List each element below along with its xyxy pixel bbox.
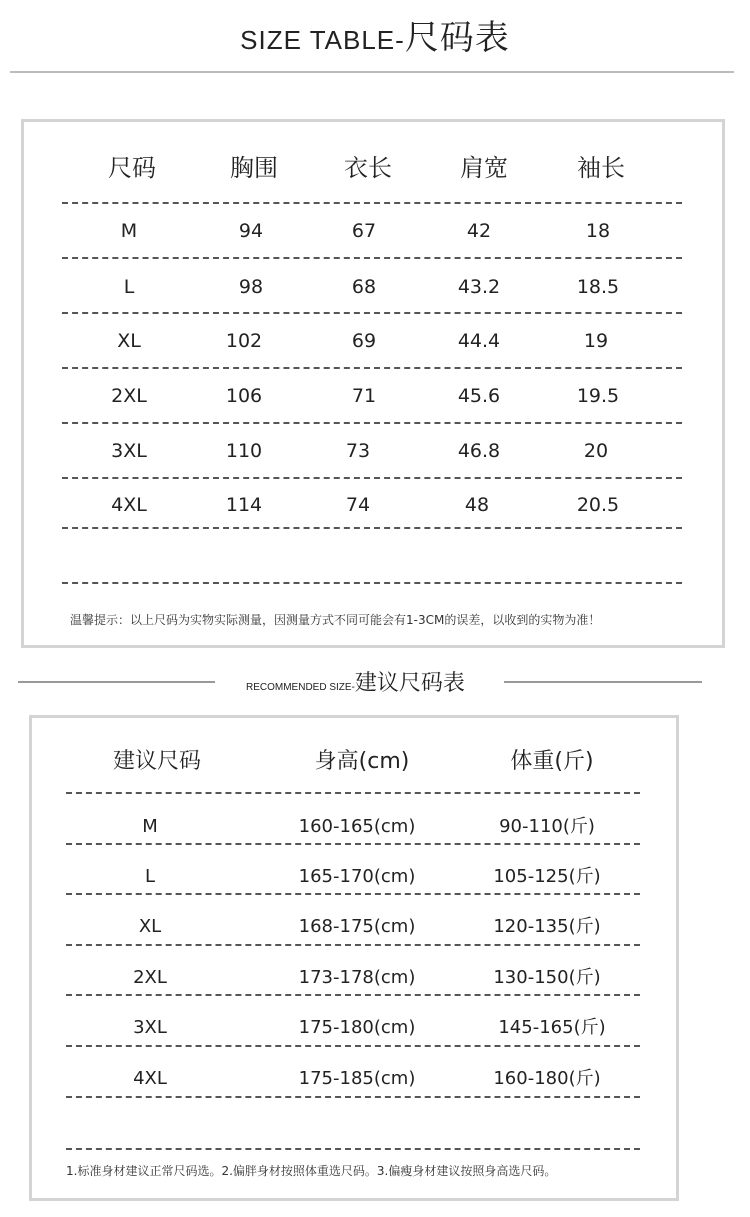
size-table-box — [21, 119, 725, 648]
cell-weight: 120-135(斤) — [493, 916, 601, 937]
cell-size: XL — [138, 916, 162, 937]
cell-weight: 160-180(斤) — [493, 1068, 601, 1089]
header-shoulder: 肩宽 — [460, 154, 508, 182]
divider — [66, 994, 640, 996]
header-weight: 体重(斤) — [510, 749, 594, 774]
divider — [62, 202, 682, 204]
table-row — [32, 1008, 676, 1048]
header-height: 身高(cm) — [314, 749, 410, 774]
header-length: 衣长 — [344, 154, 392, 182]
cell-size: L — [123, 276, 135, 298]
recommended-title-en: RECOMMENDED SIZE- — [246, 682, 355, 693]
divider — [66, 1045, 640, 1047]
cell-chest: 114 — [225, 494, 263, 516]
cell-size: 2XL — [111, 385, 147, 407]
cell-chest: 110 — [225, 440, 263, 462]
cell-sleeve: 19.5 — [576, 385, 620, 407]
cell-weight: 130-150(斤) — [493, 967, 601, 988]
cell-size: 3XL — [133, 1017, 167, 1038]
divider — [62, 312, 682, 314]
cell-length: 73 — [345, 440, 371, 462]
cell-sleeve: 20 — [583, 440, 609, 462]
divider — [66, 893, 640, 895]
title-divider — [10, 71, 734, 73]
cell-length: 74 — [345, 494, 371, 516]
cell-shoulder: 46.8 — [457, 440, 501, 462]
cell-size: 2XL — [133, 967, 167, 988]
recommended-title-cn: 建议尺码表 — [354, 671, 465, 696]
divider — [66, 792, 640, 794]
cell-length: 71 — [351, 385, 377, 407]
cell-shoulder: 45.6 — [457, 385, 501, 407]
divider — [62, 527, 682, 529]
divider — [66, 1148, 640, 1150]
cell-weight: 105-125(斤) — [493, 866, 601, 887]
page-title — [0, 14, 750, 64]
recommended-section-label — [0, 662, 750, 698]
table-row — [32, 958, 676, 998]
recommended-title — [246, 666, 465, 697]
cell-size: 4XL — [133, 1068, 167, 1089]
table-row — [32, 907, 676, 947]
table-row — [24, 431, 722, 471]
title-cn: 尺码表 — [404, 18, 510, 58]
recommended-table-box — [29, 715, 679, 1201]
divider — [66, 944, 640, 946]
table-row — [24, 211, 722, 251]
header-chest: 胸围 — [230, 154, 278, 182]
size-note: 温馨提示：以上尺码为实物实际测量，因测量方式不同可能会有1-3CM的误差，以收到的实物为准！ — [70, 613, 601, 627]
cell-height: 165-170(cm) — [298, 866, 416, 887]
size-table-header — [24, 148, 722, 188]
table-row — [32, 1059, 676, 1099]
divider — [62, 257, 682, 259]
cell-weight: 90-110(斤) — [499, 816, 595, 837]
cell-size: M — [142, 816, 158, 837]
cell-chest: 98 — [238, 276, 264, 298]
cell-shoulder: 43.2 — [457, 276, 501, 298]
cell-sleeve: 19 — [583, 330, 609, 352]
cell-weight: 145-165(斤) — [498, 1017, 606, 1038]
cell-shoulder: 44.4 — [457, 330, 501, 352]
divider — [62, 582, 682, 584]
divider — [504, 681, 702, 683]
recommended-note: 1.标准身材建议正常尺码选。2.偏胖身材按照体重选尺码。3.偏瘦身材建议按照身高选尺码。 — [66, 1164, 557, 1178]
cell-sleeve: 18.5 — [576, 276, 620, 298]
cell-chest: 94 — [238, 220, 264, 242]
table-row — [32, 857, 676, 897]
cell-height: 175-185(cm) — [298, 1068, 416, 1089]
cell-shoulder: 42 — [466, 220, 492, 242]
cell-size: 3XL — [111, 440, 147, 462]
cell-size: L — [144, 866, 156, 887]
header-size: 尺码 — [108, 154, 156, 182]
divider — [62, 477, 682, 479]
recommended-table-header — [32, 742, 676, 782]
table-row — [24, 376, 722, 416]
table-row — [32, 807, 676, 847]
cell-shoulder: 48 — [464, 494, 490, 516]
header-recommended-size: 建议尺码 — [112, 749, 201, 774]
cell-sleeve: 18 — [585, 220, 611, 242]
cell-sleeve: 20.5 — [576, 494, 620, 516]
title-en: SIZE TABLE- — [240, 25, 405, 55]
cell-height: 173-178(cm) — [298, 967, 416, 988]
cell-height: 160-165(cm) — [298, 816, 416, 837]
cell-length: 68 — [351, 276, 377, 298]
divider — [18, 681, 215, 683]
table-row — [24, 321, 722, 361]
table-row — [24, 267, 722, 307]
cell-size: M — [120, 220, 138, 242]
cell-length: 69 — [351, 330, 377, 352]
divider — [62, 367, 682, 369]
divider — [66, 1096, 640, 1098]
cell-length: 67 — [351, 220, 377, 242]
header-sleeve: 袖长 — [577, 154, 625, 182]
cell-height: 175-180(cm) — [298, 1017, 416, 1038]
cell-size: 4XL — [111, 494, 147, 516]
cell-chest: 106 — [225, 385, 263, 407]
cell-size: XL — [117, 330, 141, 352]
cell-height: 168-175(cm) — [298, 916, 416, 937]
divider — [66, 843, 640, 845]
divider — [62, 422, 682, 424]
table-row — [24, 485, 722, 525]
cell-chest: 102 — [225, 330, 263, 352]
